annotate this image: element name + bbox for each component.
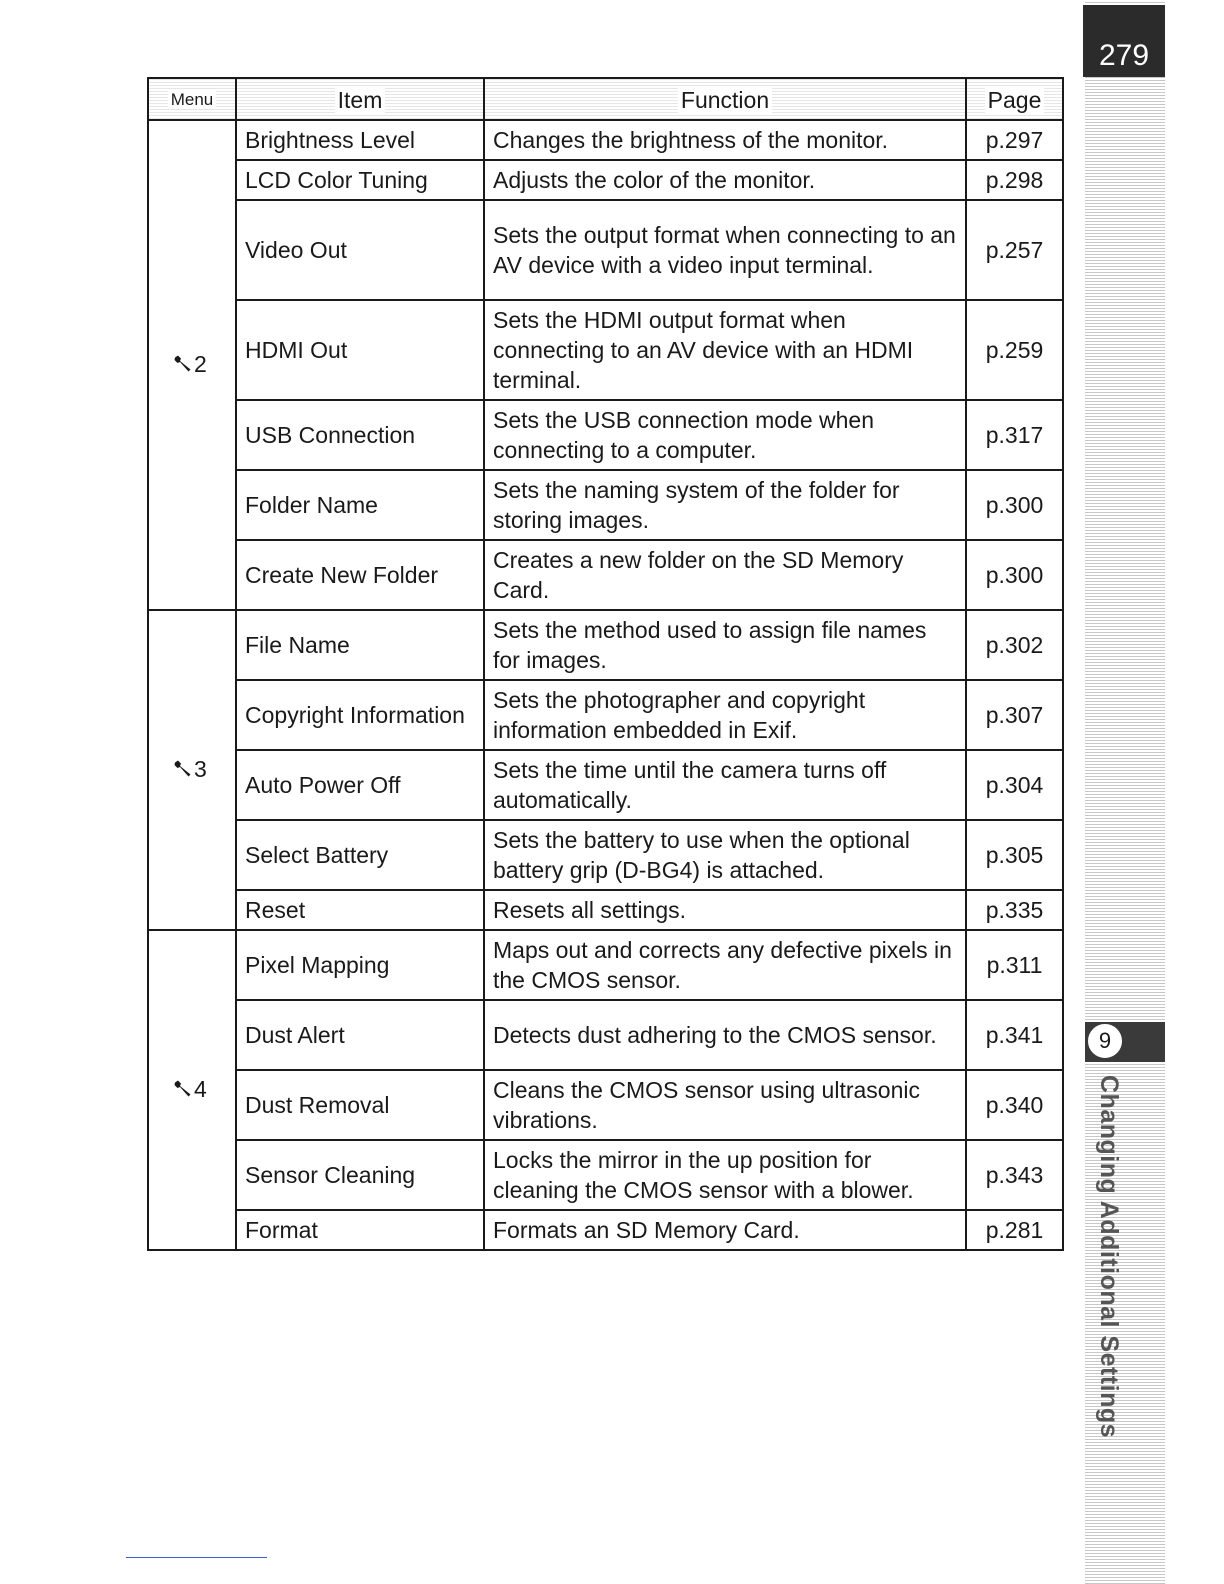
function-cell: Changes the brightness of the monitor. (484, 120, 966, 160)
page-ref: p.305 (966, 820, 1063, 890)
page-ref: p.281 (966, 1210, 1063, 1250)
menu-cell-setup-4 (148, 930, 236, 1250)
table-row (148, 820, 1063, 890)
table-header-row (148, 78, 1063, 120)
menu-number: 3 (194, 756, 207, 782)
table-row (148, 160, 1063, 200)
table-row (148, 120, 1063, 160)
item-cell: Format (236, 1210, 484, 1250)
table-row (148, 540, 1063, 610)
table-row (148, 610, 1063, 680)
item-cell: HDMI Out (236, 300, 484, 400)
function-cell: Sets the photographer and copyright information embedded in Exif. (484, 680, 966, 750)
chapter-number: 9 (1086, 1022, 1124, 1060)
item-cell: USB Connection (236, 400, 484, 470)
function-cell: Sets the naming system of the folder for storing images. (484, 470, 966, 540)
table-row (148, 1000, 1063, 1070)
item-cell: Folder Name (236, 470, 484, 540)
page-ref: p.300 (966, 540, 1063, 610)
page-ref: p.340 (966, 1070, 1063, 1140)
table-row (148, 1140, 1063, 1210)
page-ref: p.304 (966, 750, 1063, 820)
menu-cell-setup-2 (148, 120, 236, 610)
page-ref: p.335 (966, 890, 1063, 930)
item-cell: Video Out (236, 200, 484, 300)
function-cell: Sets the battery to use when the optional battery grip (D-BG4) is attached. (484, 820, 966, 890)
function-cell: Cleans the CMOS sensor using ultrasonic vibrations. (484, 1070, 966, 1140)
item-cell: File Name (236, 610, 484, 680)
menu-number: 4 (194, 1076, 207, 1102)
settings-reference-table (147, 77, 1064, 1251)
table-row (148, 750, 1063, 820)
chapter-title: Changing Additional Settings (1095, 1075, 1123, 1439)
item-cell: Dust Removal (236, 1070, 484, 1140)
wrench-icon (173, 759, 193, 779)
function-cell: Sets the HDMI output format when connecting to an AV device with an HDMI terminal. (484, 300, 966, 400)
header-page: Page (966, 78, 1063, 120)
page-ref: p.343 (966, 1140, 1063, 1210)
function-cell: Maps out and corrects any defective pixels in the CMOS sensor. (484, 930, 966, 1000)
menu-cell-setup-3 (148, 610, 236, 930)
function-cell: Sets the output format when connecting to an AV device with a video input terminal. (484, 200, 966, 300)
function-cell: Formats an SD Memory Card. (484, 1210, 966, 1250)
function-cell: Sets the method used to assign file names for images. (484, 610, 966, 680)
item-cell: Reset (236, 890, 484, 930)
function-cell: Sets the USB connection mode when connecting to a computer. (484, 400, 966, 470)
page-ref: p.297 (966, 120, 1063, 160)
function-cell: Resets all settings. (484, 890, 966, 930)
table-row (148, 1210, 1063, 1250)
page-ref: p.307 (966, 680, 1063, 750)
table-row (148, 400, 1063, 470)
wrench-icon (173, 1079, 193, 1099)
table-row (148, 680, 1063, 750)
function-cell: Sets the time until the camera turns off automatically. (484, 750, 966, 820)
function-cell: Adjusts the color of the monitor. (484, 160, 966, 200)
header-menu: Menu (148, 78, 236, 120)
page-ref: p.300 (966, 470, 1063, 540)
page-ref: p.298 (966, 160, 1063, 200)
menu-number: 2 (194, 351, 207, 377)
table-row (148, 890, 1063, 930)
page-ref: p.259 (966, 300, 1063, 400)
item-cell: Dust Alert (236, 1000, 484, 1070)
footer-link-line (126, 1557, 267, 1558)
page-ref: p.302 (966, 610, 1063, 680)
table-row (148, 300, 1063, 400)
page-ref: p.257 (966, 200, 1063, 300)
page-ref: p.317 (966, 400, 1063, 470)
function-cell: Creates a new folder on the SD Memory Card. (484, 540, 966, 610)
item-cell: Pixel Mapping (236, 930, 484, 1000)
wrench-icon (173, 354, 193, 374)
item-cell: Brightness Level (236, 120, 484, 160)
item-cell: Sensor Cleaning (236, 1140, 484, 1210)
function-cell: Locks the mirror in the up position for cleaning the CMOS sensor with a blower. (484, 1140, 966, 1210)
page-number: 279 (1083, 5, 1165, 77)
item-cell: Auto Power Off (236, 750, 484, 820)
table-row (148, 1070, 1063, 1140)
page-ref: p.341 (966, 1000, 1063, 1070)
item-cell: Create New Folder (236, 540, 484, 610)
header-function: Function (484, 78, 966, 120)
item-cell: LCD Color Tuning (236, 160, 484, 200)
page-ref: p.311 (966, 930, 1063, 1000)
item-cell: Select Battery (236, 820, 484, 890)
table-row (148, 200, 1063, 300)
item-cell: Copyright Information (236, 680, 484, 750)
function-cell: Detects dust adhering to the CMOS sensor. (484, 1000, 966, 1070)
table-row (148, 470, 1063, 540)
header-item: Item (236, 78, 484, 120)
table-row (148, 930, 1063, 1000)
